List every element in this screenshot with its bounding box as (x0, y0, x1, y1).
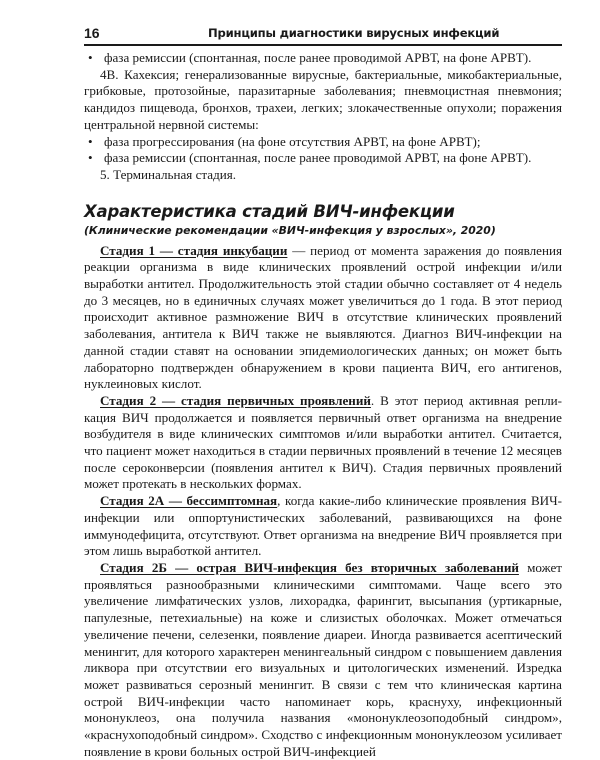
stage-text: . В этот период активная репликация ВИЧ продолжается и появляется первичный ответ организма на внедрение возбудителя в виде клинических симптомов и/или выработки антител. Считается, что пациент может находиться в стадии первичных проявлений в течение 12 месяцев после сероконверсии (появления антител к ВИЧ). Стадия первичных проявлений может протекать в нескольких формах. (84, 392, 562, 492)
stage-title: Стадия 1 — стадия инкубации (100, 242, 288, 258)
stage-title: Стадия 2Б — острая ВИЧ-инфекция без вторичных заболеваний (100, 559, 519, 575)
running-header (84, 24, 562, 46)
stage-2-paragraph (84, 393, 562, 493)
stage-2b-paragraph (84, 560, 562, 760)
stage-5-paragraph: 5. Терминальная стадия. (100, 166, 237, 182)
stage-1-paragraph (84, 243, 562, 393)
stage-title: Стадия 2А — бессимптомная (100, 493, 278, 509)
section-heading: Характеристика стадий ВИЧ-инфекции (84, 201, 455, 221)
list-item: • фаза ремиссии (спонтанная, после ранее проводимой АРВТ, на фоне АРВТ). (84, 50, 562, 67)
stage-4v-paragraph: 4В. Кахексия; генерализованные вирусные, бактериальные, микобактериальные, грибковые, протозойные, паразитарные заболевания; пневмоцистная пневмония; кандидоз пищевода, бронхов, трахеи, легких; злокачественные опухоли; поражения центральной нервной системы: (84, 66, 562, 132)
page-content (84, 50, 562, 760)
page-number: 16 (84, 25, 100, 41)
running-title: Принципы диагностики вирусных инфекций (208, 26, 500, 40)
stage-title: Стадия 2 — стадия первичных проявлений (100, 392, 371, 408)
list-item: • фаза ремиссии (спонтанная, после ранее проводимой АРВТ, на фоне АРВТ). (84, 150, 562, 167)
stage-text: , когда какие-либо клинические проявления ВИЧ-инфекции или оппортунистических заболеваний, развивающихся на фоне иммунодефицита, отсутствуют. Ответ организма на внедрение ВИЧ проявляется при этом лишь выработкой антител. (84, 493, 562, 559)
stage-text: может проявляться разнообразными клиническими симптомами. Чаще всего это увеличение лимфатических узлов, лихорадка, фарингит, высыпания (уртикарные, папулезные, петехиальные) на коже и слизистых оболочках. Может отмечаться увеличение печени, селезенки, появление диареи. Иногда развивается асептический менингит, для которого характерен менингеальный синдром с повышением давления ликвора при отсутствии его визуальных и цитологических изменений. Изредка может развиваться серозный менингит. В связи с тем что клиническая картина острой ВИЧ-инфекции часто напоминает корь, краснуху, инфекционный мононуклеоз, она получила названия «мононуклеозоподобный синдром», «краснухоподобный синдром». Сходство с инфекционным мононуклеозом усиливает появление в крови больных острой ВИЧ-инфекцией (84, 559, 562, 759)
list-item: • фаза прогрессирования (на фоне отсутствия АРВТ, на фоне АРВТ); (84, 134, 562, 151)
bullet-list-top (84, 50, 562, 67)
bullet-list-4v (84, 134, 562, 167)
section-source: (Клинические рекомендации «ВИЧ-инфекция у взрослых», 2020) (84, 223, 496, 237)
stage-2a-paragraph (84, 493, 562, 560)
stage-text: — период от момента заражения до появления реакции организма в виде клинических проявлений острой инфекции и/или выработки антител. Продолжительность этой стадии обычно составляет от 4 недель до 3 месяцев, но в единичных случаях может увеличиться до 1 года. В этот период происходит активное размножение ВИЧ в отсутствие клинических проявлений заболевания, антитела к ВИЧ также не выявляются. Диагноз ВИЧ-инфекции на данной стадии ставят на основании эпидемиологических данных; он может быть лабораторно подтвержден обнаружением в крови пациента ВИЧ, его антигенов, нуклеиновых кислот. (84, 242, 562, 392)
